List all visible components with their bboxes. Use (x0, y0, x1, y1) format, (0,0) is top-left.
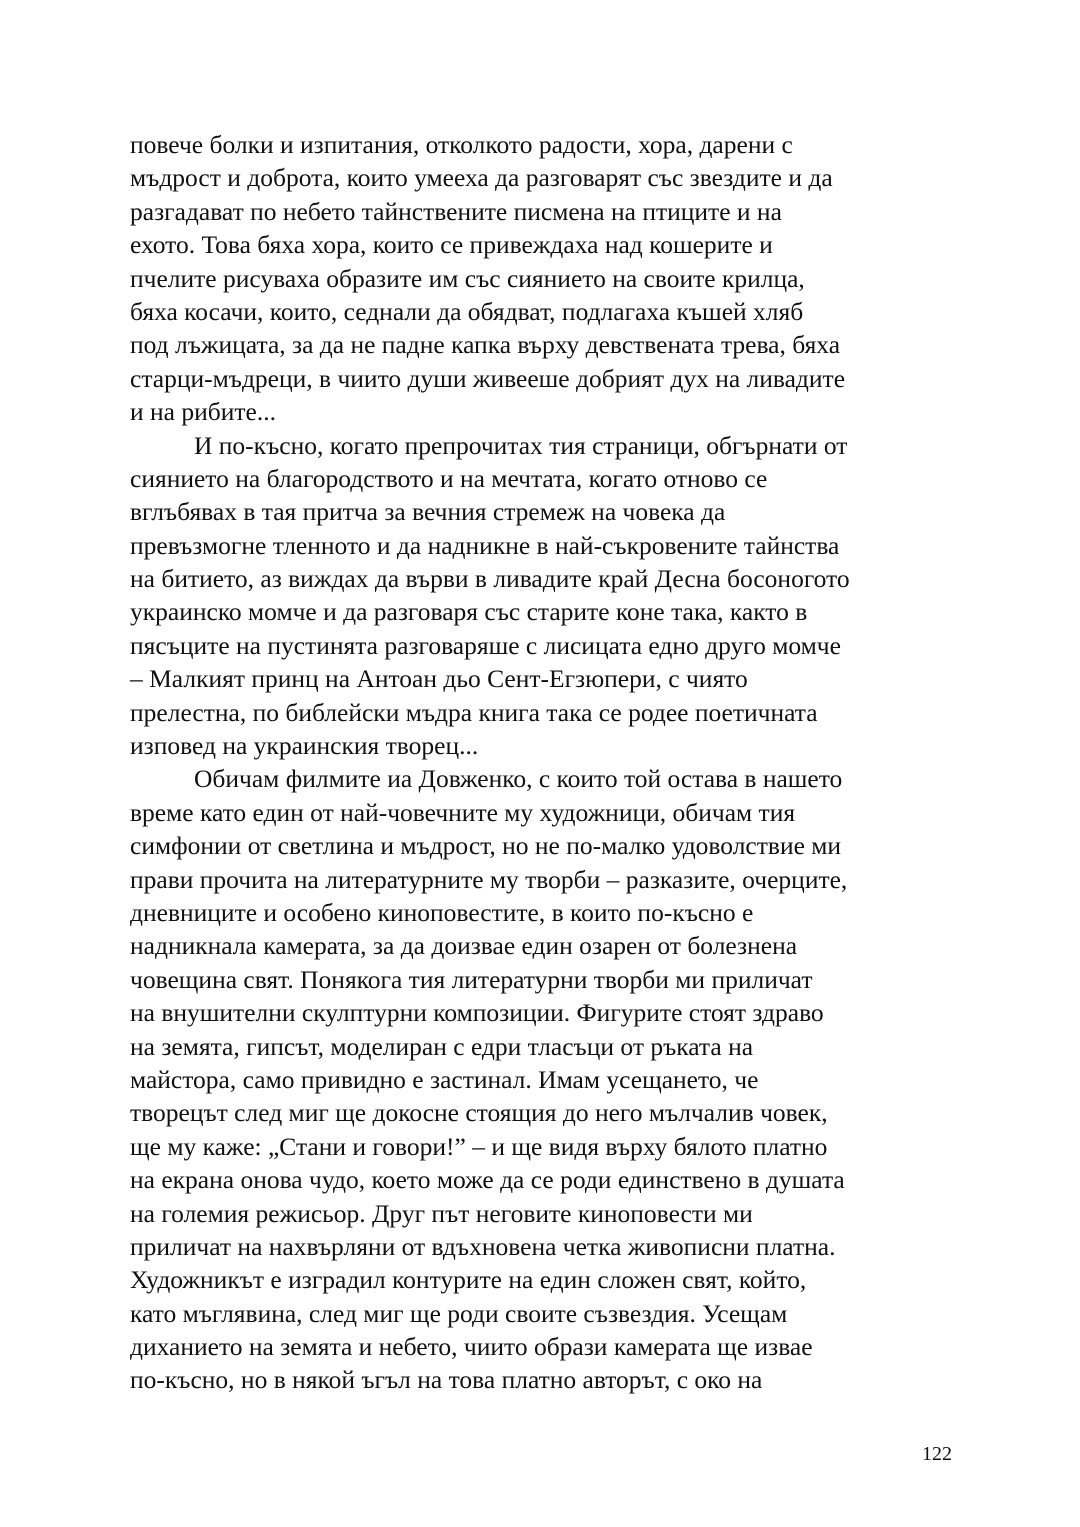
text-line: пчелите рисуваха образите им със сиянието на своите крилца, (130, 263, 805, 293)
text-line: разгадават по небето тайнствените писмена на птиците и на (130, 196, 782, 226)
page-number: 122 (922, 1443, 952, 1465)
text-line: на битието, аз виждах да върви в ливадите край Десна босоногото (130, 564, 850, 594)
text-line: старци-мъдреци, в чиито души живееше добрият дух на ливадите (130, 363, 846, 393)
text-line: ехото. Това бяха хора, които се привеждаха над кошерите и (130, 230, 773, 260)
text-line: симфонии от светлина и мъдрост, но не по-малко удоволствие ми (130, 831, 842, 861)
text-line: повече болки и изпитания, отколкото радости, хора, дарени с (130, 130, 793, 159)
text-line: надникнала камерата, за да доизвае един озарен от болезнена (130, 931, 798, 961)
text-line: на внушителни скулптурни композиции. Фигурите стоят здраво (130, 998, 824, 1028)
text-line: на големия режисьор. Друг път неговите киноповести ми (130, 1198, 753, 1228)
text-line: мъдрост и доброта, които умееха да разговарят със звездите и да (130, 163, 833, 193)
text-line: на екрана онова чудо, което може да се роди единствено в душата (130, 1165, 845, 1195)
text-line: под лъжицата, за да не падне капка върху девствената трева, бяха (130, 330, 841, 360)
text-line: и на рибите... (130, 397, 276, 427)
text-line: диханието на земята и небето, чиито образи камерата ще извае (130, 1332, 813, 1362)
text-line: по-късно, но в някой ъгъл на това платно авторът, с око на (130, 1365, 763, 1395)
text-line: сиянието на благородството и на мечтата, когато отново се (130, 463, 768, 493)
text-line: човещина свят. Понякога тия литературни творби ми приличат (130, 964, 813, 994)
text-line: като мъглявина, след миг ще роди своите съзвездия. Усещам (130, 1298, 788, 1328)
text-line: бяха косачи, които, седнали да обядват, подлагаха къшей хляб (130, 296, 804, 326)
text-line: украинско момче и да разговаря със старите коне така, както в (130, 597, 808, 627)
paragraph-3 (130, 762, 952, 1396)
text-line: пясъците на пустинята разговаряше с лисицата едно друго момче (130, 630, 841, 660)
text-line: дневниците и особено киноповестите, в които по-късно е (130, 897, 754, 927)
text-line: прави прочита на литературните му творби – разказите, очерците, (130, 864, 848, 894)
text-line: И по-късно, когато препрочитах тия страници, обгърнати от (194, 430, 848, 460)
text-line: ще му каже: „Стани и говори!” – и ще видя върху бялото платно (130, 1131, 828, 1161)
text-line: изповед на украинския творец... (130, 731, 479, 761)
paragraph-1 (130, 128, 952, 429)
paragraph-2 (130, 429, 952, 763)
text-line: творецът след миг ще докосне стоящия до него мълчалив човек, (130, 1098, 828, 1128)
body-text (130, 128, 952, 1397)
text-line: вглъбявах в тая притча за вечния стремеж на човека да (130, 497, 726, 527)
text-line: приличат на нахвърляни от вдъхновена четка живописни платна. (130, 1231, 836, 1261)
text-line: време като един от най-човечните му художници, обичам тия (130, 797, 796, 827)
text-line: Обичам филмите иа Довженко, с които той остава в нашето (194, 764, 843, 794)
text-line: превъзмогне тленното и да надникне в най-съкровените тайнства (130, 530, 840, 560)
text-line: майстора, само привидно е застинал. Имам усещането, че (130, 1064, 759, 1094)
text-line: Художникът е изградил контурите на един сложен свят, който, (130, 1265, 807, 1295)
text-line: прелестна, по библейски мъдра книга така се родее поетичната (130, 697, 818, 727)
text-line: на земята, гипсът, моделиран с едри тласъци от ръката на (130, 1031, 754, 1061)
text-line: – Малкият принц на Антоан дьо Сент-Егзюпери, с чиято (130, 664, 748, 694)
